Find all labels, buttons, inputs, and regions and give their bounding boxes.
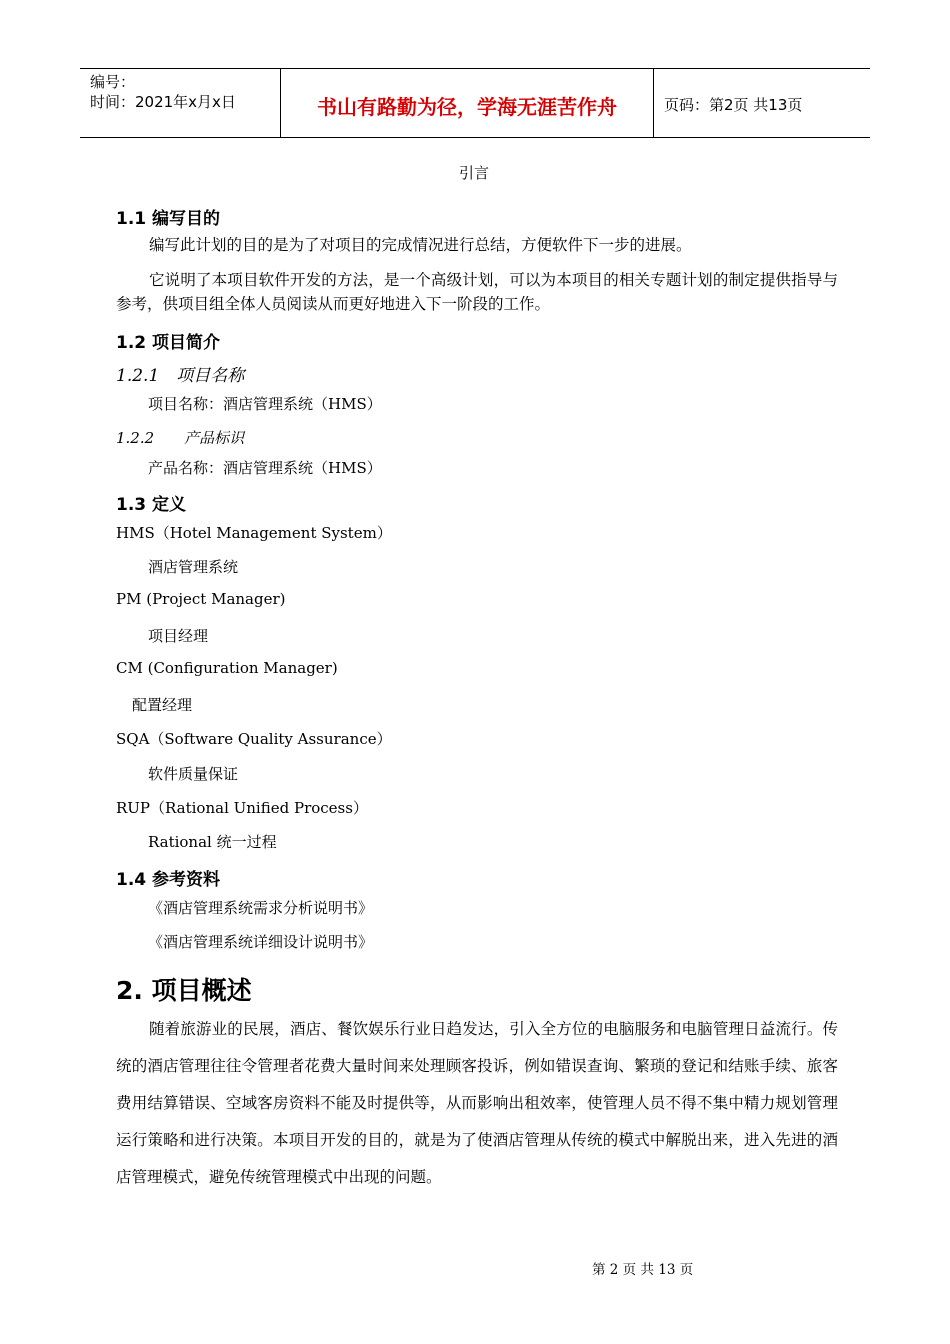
intro-title: 引言 (459, 164, 490, 182)
reference-item: 《酒店管理系统需求分析说明书》 (148, 899, 374, 917)
header-info-cell (80, 69, 281, 137)
doc-date-label: 时间：2021年x月x日 (90, 93, 236, 111)
definition-term: CM (Configuration Manager) (116, 659, 338, 677)
page-header-table (80, 68, 870, 138)
definition-term: RUP（Rational Unified Process） (116, 799, 368, 817)
product-name-text: 产品名称：酒店管理系统（HMS） (148, 459, 382, 477)
definition-desc: 软件质量保证 (148, 765, 239, 783)
definition-desc: Rational 统一过程 (148, 833, 277, 851)
section-2-heading: 2. 项目概述 (116, 976, 252, 1005)
header-page-number: 页码：第2页 共13页 (664, 96, 803, 114)
definition-term: HMS（Hotel Management System） (116, 524, 392, 542)
reference-item: 《酒店管理系统详细设计说明书》 (148, 933, 374, 951)
section-1-1-paragraph-1: 编写此计划的目的是为了对项目的完成情况进行总结，方便软件下一步的进展。 (149, 236, 692, 254)
section-1-2-2-heading: 1.2.2 产品标识 (116, 429, 245, 447)
definition-desc: 配置经理 (132, 696, 193, 714)
section-1-1-heading: 1.1 编写目的 (116, 209, 221, 229)
page-footer: 第 2 页 共 13 页 (592, 1262, 694, 1278)
definition-desc: 项目经理 (148, 627, 209, 645)
definition-term: PM (Project Manager) (116, 590, 286, 608)
header-motto-cell (281, 69, 654, 137)
section-2-paragraph: 随着旅游业的民展，酒店、餐饮娱乐行业日趋发达，引入全方位的电脑服务和电脑管理日益流行。传统的酒店管理往往令管理者花费大量时间来处理顾客投诉，例如错误查询、繁琐的登记和结账手续、旅客费用结算错误、空域客房资料不能及时提供等，从而影响出租效率，使管理人员不得不集中精力规划管理运行策略和进行决策。本项目开发的目的，就是为了使酒店管理从传统的模式中解脱出来，进入先进的酒店管理模式，避免传统管理模式中出现的问题。 (116, 1020, 838, 1186)
section-1-2-1-heading: 1.2.1 项目名称 (116, 366, 245, 386)
section-1-4-heading: 1.4 参考资料 (116, 870, 221, 890)
doc-number-label: 编号： (90, 73, 136, 91)
definition-desc: 酒店管理系统 (148, 558, 239, 576)
project-name-text: 项目名称：酒店管理系统（HMS） (148, 395, 382, 413)
section-1-2-heading: 1.2 项目简介 (116, 333, 221, 353)
definition-term: SQA（Software Quality Assurance） (116, 730, 392, 748)
section-1-1-paragraph-2: 它说明了本项目软件开发的方法，是一个高级计划，可以为本项目的相关专题计划的制定提供指导与参考，供项目组全体人员阅读从而更好地进入下一阶段的工作。 (116, 271, 838, 313)
header-motto: 书山有路勤为径，学海无涯苦作舟 (317, 95, 617, 119)
section-1-3-heading: 1.3 定义 (116, 495, 187, 515)
header-page-cell (654, 69, 870, 137)
